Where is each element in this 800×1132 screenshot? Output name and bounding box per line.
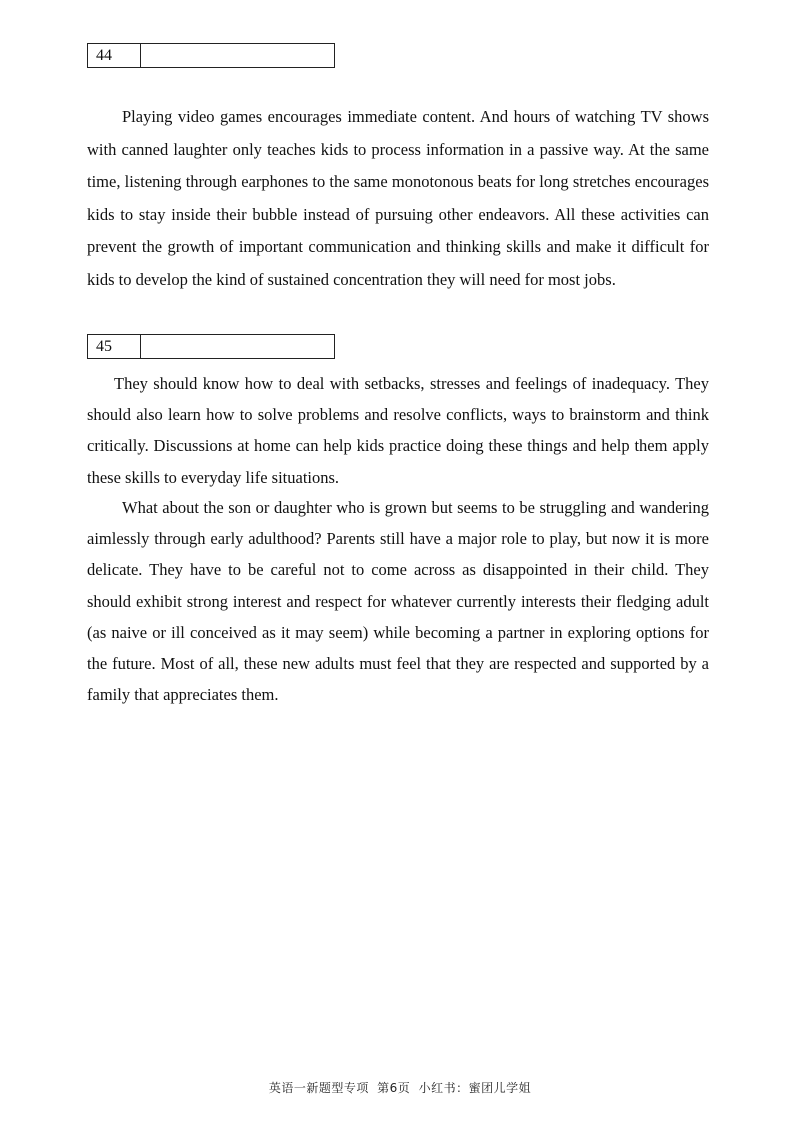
footer-subject: 英语一新题型专项 — [268, 1081, 369, 1095]
footer-page-number: 第6页 — [377, 1081, 411, 1095]
question-number: 45 — [88, 335, 141, 358]
paragraph: Playing video games encourages immediate content. And hours of watching TV shows with canned laughter only teaches kids to process information in a passive way. At the same time, listening through earphones to the same monotonous beats for long stretches encourages kids to stay inside their bubble instead of pursuing other endeavors. All these activities can prevent the growth of important communication and thinking skills and make it difficult for kids to develop the kind of sustained concentration they will need for most jobs. — [87, 107, 709, 289]
question-number: 44 — [88, 44, 141, 67]
footer-source: 小红书：蜜团儿学姐 — [418, 1081, 532, 1095]
answer-box-44[interactable] — [87, 43, 335, 68]
answer-blank[interactable] — [141, 335, 334, 358]
page-footer — [0, 1079, 800, 1096]
paragraph: They should know how to deal with setbacks, stresses and feelings of inadequacy. They should also learn how to solve problems and resolve conflicts, ways to brainstorm and think critically. Discussions at home can help kids practice doing these things and help them apply these skills to everyday life situations. — [87, 374, 709, 487]
paragraph: What about the son or daughter who is grown but seems to be struggling and wandering aimlessly through early adulthood? Parents still have a major role to play, but now it is more delicate. They have to be careful not to come across as disappointed in their child. They should exhibit strong interest and respect for whatever currently interests their fledging adult (as naive or ill conceived as it may seem) while becoming a partner in exploring options for the future. Most of all, these new adults must feel that they are respected and supported by a family that appreciates them. — [87, 498, 709, 705]
answer-blank[interactable] — [141, 44, 334, 67]
answer-box-45[interactable] — [87, 334, 335, 359]
